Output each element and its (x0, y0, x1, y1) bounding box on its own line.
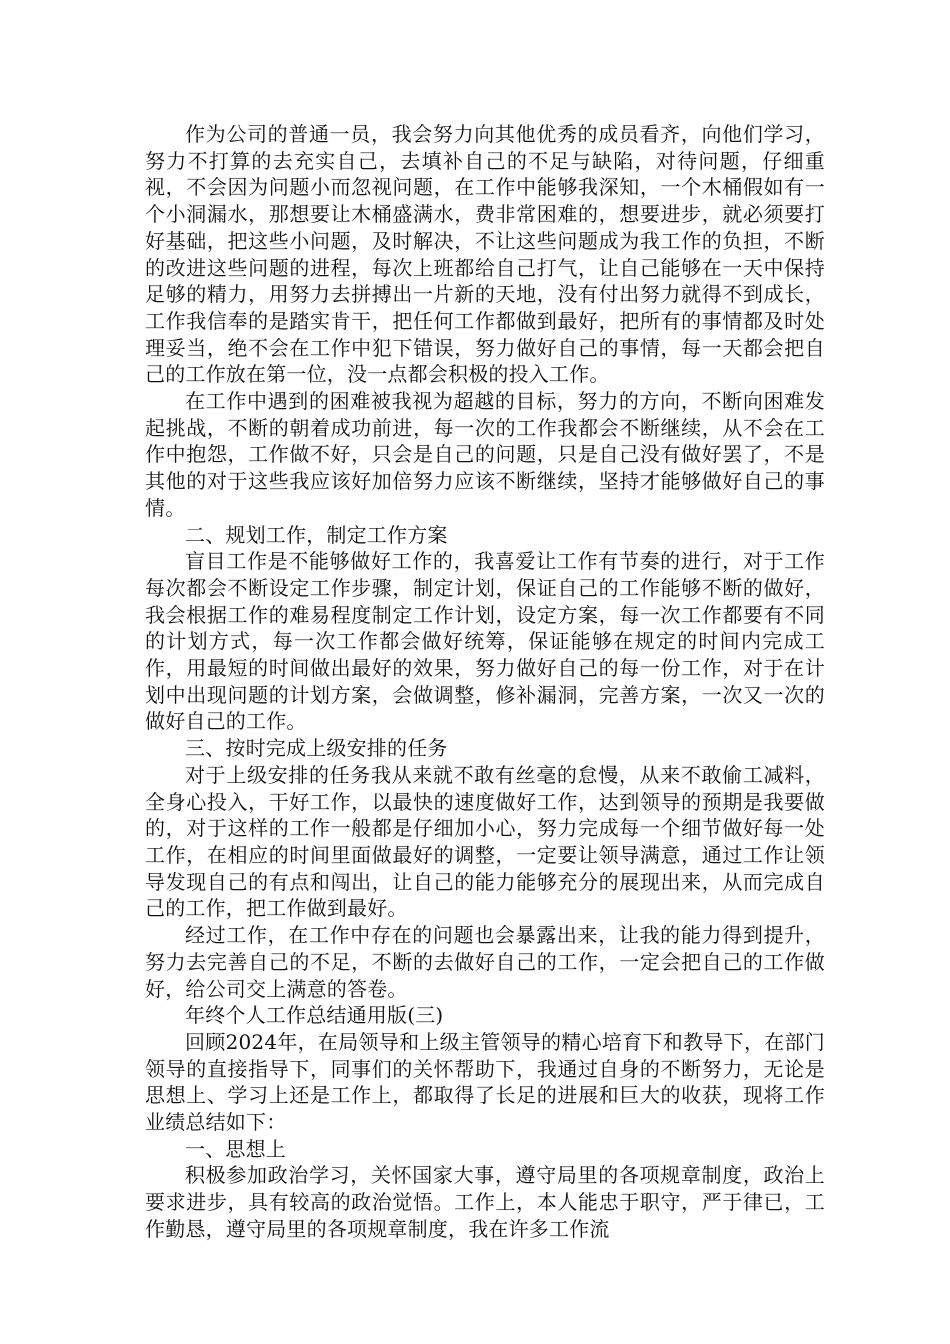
section-heading-ideology: 一、思想上 (185, 1136, 286, 1161)
document-body (145, 121, 825, 1243)
paragraph-ideology: 积极参加政治学习，关怀国家大事，遵守局里的各项规章制度，政治上要求进步，具有较高的政治觉悟。工作上，本人能忠于职守，严于律已，工作勤恳，遵守局里的各项规章制度，我在许多工作流 (145, 1163, 825, 1241)
paragraph-planning: 盲目工作是不能够做好工作的，我喜爱让工作有节奏的进行，对于工作每次都会不断设定工作步骤，制定计划，保证自己的工作能够不断的做好，我会根据工作的难易程度制定工作计划，设定方案，每一次工作都要有不同的计划方式，每一次工作都会做好统筹，保证能够在规定的时间内完成工作，用最短的时间做出最好的效果，努力做好自己的每一份工作，对于在计划中出现问题的计划方案，会做调整，修补漏洞，完善方案，一次又一次的做好自己的工作。 (145, 549, 825, 734)
article-title-three: 年终个人工作总结通用版(三) (185, 1003, 444, 1028)
paragraph-review: 回顾2024年，在局领导和上级主管领导的精心培育下和教导下，在部门领导的直接指导下，同事们的关怀帮助下，我通过自身的不断努力，无论是思想上、学习上还是工作上，都取得了长足的进展和巨大的收获，现将工作业绩总结如下： (145, 1029, 825, 1135)
section-heading-planning: 二、规划工作，制定工作方案 (185, 522, 448, 547)
paragraph-diligence: 作为公司的普通一员，我会努力向其他优秀的成员看齐，向他们学习，努力不打算的去充实自己，去填补自己的不足与缺陷，对待问题，仔细重视，不会因为问题小而忽视问题，在工作中能够我深知，一个木桶假如有一个小洞漏水，那想要让木桶盛满水，费非常困难的，想要进步，就必须要打好基础，把这些小问题，及时解决，不让这些问题成为我工作的负担，不断的改进这些问题的进程，每次上班都给自己打气，让自己能够在一天中保持足够的精力，用努力去拼搏出一片新的天地，没有付出努力就得不到成长，工作我信奉的是踏实肯干，把任何工作都做到最好，把所有的事情都及时处理妥当，绝不会在工作中犯下错误，努力做好自己的事情，每一天都会把自己的工作放在第一位，没一点都会积极的投入工作。 (145, 122, 825, 387)
paragraph-improvement: 经过工作，在工作中存在的问题也会暴露出来，让我的能力得到提升，努力去完善自己的不足，不断的去做好自己的工作，一定会把自己的工作做好，给公司交上满意的答卷。 (145, 923, 825, 1001)
section-heading-tasks: 三、按时完成上级安排的任务 (185, 736, 448, 761)
paragraph-tasks: 对于上级安排的任务我从来就不敢有丝毫的怠慢，从来不敢偷工减料，全身心投入，干好工作，以最快的速度做好工作，达到领导的预期是我要做的，对于这样的工作一般都是仔细加小心，努力完成每一个细节做好每一处工作，在相应的时间里面做最好的调整，一定要让领导满意，通过工作让领导发现自己的有点和闯出，让自己的能力能够充分的展现出来，从而完成自己的工作，把工作做到最好。 (145, 762, 825, 921)
paragraph-difficulties: 在工作中遇到的困难被我视为超越的目标，努力的方向，不断向困难发起挑战，不断的朝着成功前进，每一次的工作我都会不断继续，从不会在工作中抱怨，工作做不好，只会是自己的问题，只是自己没有做好罢了，不是其他的对于这些我应该好加倍努力应该不断继续，坚持才能够做好自己的事情。 (145, 389, 825, 520)
